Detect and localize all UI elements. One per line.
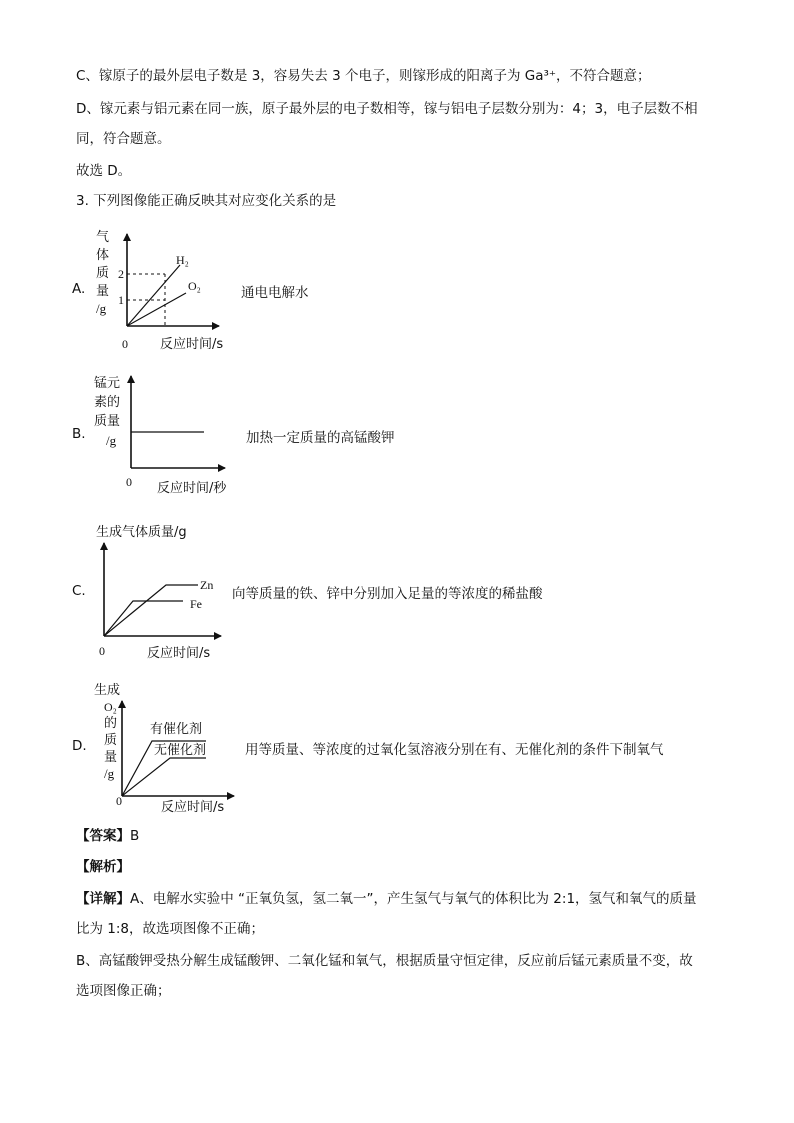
option-a-letter: A. (72, 281, 86, 297)
graph-a-origin: 0 (122, 337, 128, 351)
graph-c-origin: 0 (99, 644, 105, 658)
graph-b-xlabel: 反应时间/秒 (157, 481, 227, 496)
graph-d-ylabel-5: 量 (104, 750, 118, 765)
explanation-option-d-line2: 同，符合题意。 (76, 131, 171, 147)
graph-b-ylabel-2: 素的 (94, 395, 121, 410)
option-a-description: 通电电解水 (241, 285, 309, 301)
detail-b-line2: 选项图像正确； (76, 983, 171, 999)
detail-tag: 【详解】 (76, 891, 130, 907)
graph-c-label-fe: Fe (190, 597, 202, 611)
graph-a-ytick-2: 2 (118, 267, 124, 281)
detail-a-text1: A、电解水实验中 “正氧负氢，氢二氧一”，产生氢气与氧气的体积比为 2:1，氢气和氧气的质量 (130, 891, 697, 907)
graph-c-xlabel: 反应时间/s (147, 646, 211, 661)
graph-d-xlabel: 反应时间/s (161, 800, 225, 815)
option-d-description: 用等质量、等浓度的过氧化氢溶液分别在有、无催化剂的条件下制氧气 (245, 742, 664, 758)
graph-a-ylabel-2: 体 (96, 248, 110, 263)
explanation-option-d-line1: D、镓元素与铝元素在同一族，原子最外层的电子数相等，镓与铝电子层数分别为：4；3，电子层数不相 (76, 101, 698, 117)
detail-a-line2: 比为 1:8，故选项图像不正确； (76, 921, 265, 937)
graph-b-ylabel-1: 锰元 (94, 376, 121, 391)
graph-d-ylabel-4: 质 (104, 733, 118, 748)
detail-a-line1 (76, 889, 697, 909)
answer-value: B (130, 828, 140, 844)
graph-a-ylabel-4: 量 (96, 284, 110, 299)
graph-d-origin: 0 (116, 794, 122, 808)
graph-d-ylabel-6: /g (104, 766, 115, 781)
graph-d-ylabel-1: 生成 (94, 683, 121, 698)
graph-c-line-zn (104, 585, 198, 636)
graph-b (94, 376, 227, 496)
explanation-option-c: C、镓原子的最外层电子数是 3，容易失去 3 个电子，则镓形成的阳离子为 Ga³⁺，不符合题意； (76, 68, 651, 84)
graph-c-line-fe (104, 601, 183, 636)
answer-tag: 【答案】 (76, 828, 130, 844)
graph-d-line-without-catalyst (122, 758, 206, 796)
conclusion: 故选 D。 (76, 163, 132, 179)
graph-a-ylabel-1: 气 (96, 230, 110, 245)
graph-a-ytick-1: 1 (118, 293, 124, 307)
graph-c-ylabel: 生成气体质量/g (96, 525, 187, 540)
graph-d (94, 682, 234, 815)
option-b-letter: B. (72, 426, 86, 442)
analysis-line (76, 857, 130, 877)
analysis-tag: 【解析】 (76, 859, 130, 875)
option-d-letter: D. (72, 738, 87, 754)
graph-a-label-o2: O₂ (188, 279, 201, 293)
graph-a-xlabel: 反应时间/s (160, 337, 224, 352)
graph-a (96, 230, 223, 352)
graph-a-line-o2 (127, 293, 186, 326)
graph-a-ylabel-5: /g (96, 301, 107, 316)
graph-a-label-h2: H₂ (176, 253, 189, 267)
graph-b-ylabel-3: 质量 (94, 414, 121, 429)
graph-b-origin: 0 (126, 475, 132, 489)
graph-c (96, 524, 221, 661)
option-b-description: 加热一定质量的高锰酸钾 (246, 430, 395, 446)
option-c-letter: C. (72, 583, 86, 599)
graph-d-ylabel-3: 的 (104, 716, 118, 731)
graph-d-label-with-catalyst: 有催化剂 (150, 722, 203, 737)
question-stem: 3. 下列图像能正确反映其对应变化关系的是 (76, 193, 337, 209)
answer-line (76, 826, 139, 846)
graph-c-label-zn: Zn (200, 578, 214, 592)
graph-d-ylabel-2: O₂ (104, 700, 117, 714)
detail-b-line1: B、高锰酸钾受热分解生成锰酸钾、二氧化锰和氧气，根据质量守恒定律，反应前后锰元素质量不变，故 (76, 953, 693, 969)
graph-d-label-without-catalyst: 无催化剂 (154, 743, 207, 758)
option-c-description: 向等质量的铁、锌中分别加入足量的等浓度的稀盐酸 (232, 586, 543, 602)
graph-b-ylabel-4: /g (106, 433, 117, 448)
graph-a-ylabel-3: 质 (96, 266, 110, 281)
